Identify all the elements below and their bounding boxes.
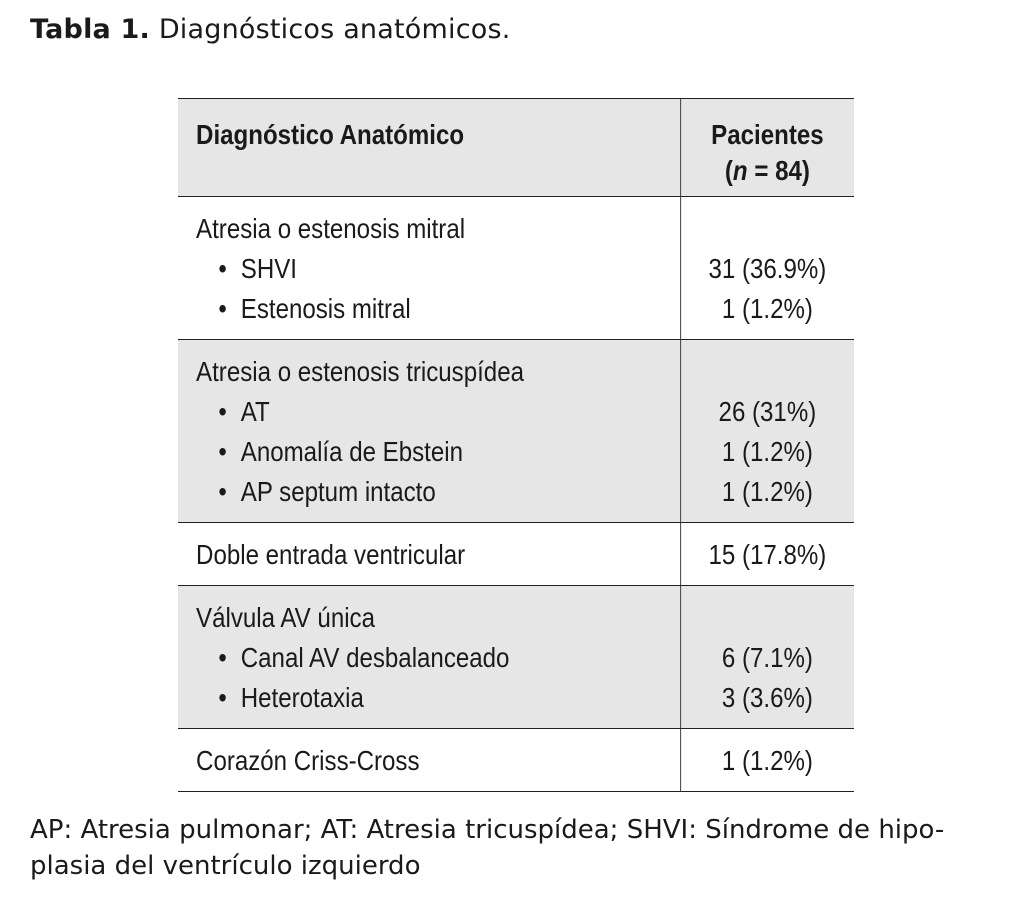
caption-text: Diagnósticos anatómicos. [158,14,511,45]
bullet-icon: • [218,253,227,284]
group-title: Válvula AV única [196,602,375,633]
value-cell: 31 (36.9%) [708,253,827,284]
header-diagnosis: Diagnóstico Anatómico [178,99,680,197]
table-row [178,586,854,729]
table-row [178,340,854,523]
value-cell: 1 (1.2%) [721,293,813,324]
table-row [178,729,854,792]
sub-item: • SHVI [196,249,679,289]
group-title: Doble entrada ventricular [196,539,466,570]
sub-item: • Canal AV desbalanceado [196,638,679,678]
bullet-icon: • [218,682,227,713]
bullet-icon: • [218,293,227,324]
group-title: Atresia o estenosis tricuspídea [196,356,524,387]
bullet-icon: • [218,642,227,673]
bullet-icon: • [218,436,227,467]
sub-item: • Heterotaxia [196,678,679,718]
value-cell: 1 (1.2%) [721,745,813,776]
table-caption [30,14,511,45]
value-cell: 15 (17.8%) [708,539,827,570]
value-cell: 6 (7.1%) [721,642,813,673]
sub-item: • Anomalía de Ebstein [196,432,679,472]
table-row [178,197,854,340]
value-cell: 3 (3.6%) [721,682,813,713]
header-patients: Pacientes (n = 84) [680,99,854,197]
value-cell: 1 (1.2%) [721,476,813,507]
bullet-icon: • [218,396,227,427]
caption-label: Tabla 1. [30,14,151,45]
value-cell: 1 (1.2%) [721,436,813,467]
sub-item: • Estenosis mitral [196,289,679,329]
n-symbol: n [732,155,748,186]
n-value: = 84) [747,155,810,186]
table-footnote: AP: Atresia pulmonar; AT: Atresia tricuspídea; SHVI: Síndrome de hipo- plasia del ventrículo izquierdo [30,815,945,881]
table-row [178,523,854,586]
group-title: Corazón Criss-Cross [196,745,420,776]
bullet-icon: • [218,476,227,507]
sub-item: • AT [196,392,679,432]
value-cell: 26 (31%) [718,396,817,427]
group-title: Atresia o estenosis mitral [196,213,466,244]
sub-item: • AP septum intacto [196,472,679,512]
table-header-row [178,99,854,197]
diagnosis-table [178,98,854,792]
